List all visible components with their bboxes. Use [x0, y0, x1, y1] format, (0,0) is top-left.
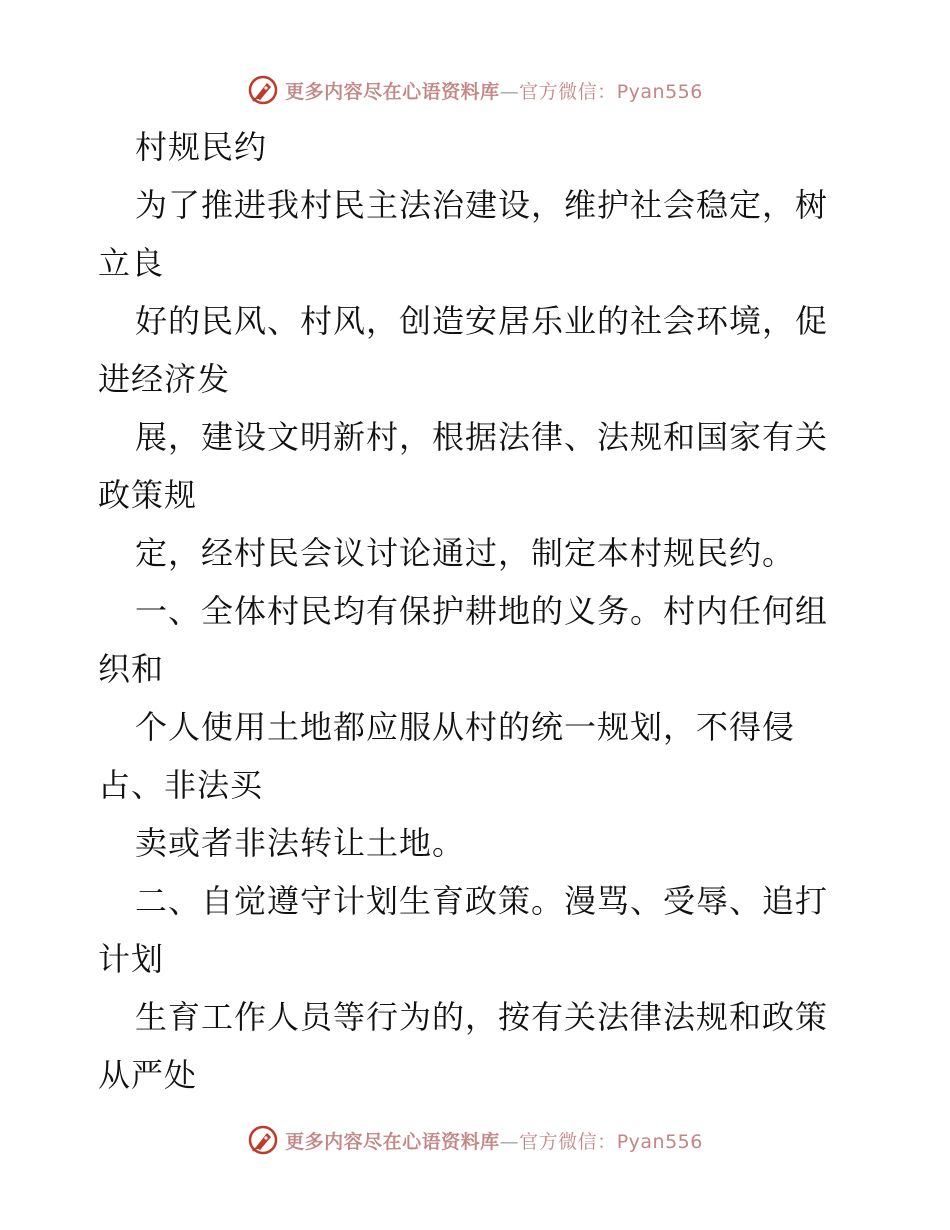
- document-line: 定，经村民会议讨论通过，制定本村规民约。: [135, 534, 796, 572]
- document-line: 生育工作人员等行为的，按有关法律法规和政策: [135, 998, 829, 1036]
- document-line: 好的民风、村风，创造安居乐业的社会环境，促: [135, 302, 829, 340]
- pen-nib-logo-icon: [247, 74, 279, 106]
- header-banner-label: 官方微信：: [519, 80, 617, 103]
- document-line: 进经济发: [98, 360, 231, 398]
- footer-banner-label: 官方微信：: [519, 1130, 617, 1153]
- header-banner-text: [285, 77, 703, 104]
- footer-banner-main: 更多内容尽在心语资料库: [285, 1130, 500, 1153]
- document-body: [98, 118, 858, 1104]
- document-line: 占、非法买: [98, 766, 264, 804]
- document-line: 二、自觉遵守计划生育政策。漫骂、受辱、追打: [135, 882, 829, 920]
- document-line: 从严处: [98, 1056, 198, 1094]
- header-banner: [0, 70, 950, 110]
- document-line: 展，建设文明新村，根据法律、法规和国家有关: [135, 418, 829, 456]
- document-line: 织和: [98, 650, 165, 688]
- header-banner-dash: —: [499, 80, 520, 103]
- footer-banner: [0, 1120, 950, 1160]
- document-line: 立良: [98, 244, 165, 282]
- document-line: 政策规: [98, 476, 198, 514]
- footer-banner-text: [285, 1127, 703, 1154]
- document-line: 个人使用土地都应服从村的统一规划，不得侵: [135, 708, 796, 746]
- header-banner-main: 更多内容尽在心语资料库: [285, 80, 500, 103]
- document-line: 卖或者非法转让土地。: [135, 824, 466, 862]
- header-banner-id: Pyan556: [616, 80, 703, 103]
- document-title: 村规民约: [135, 128, 268, 166]
- document-line: 计划: [98, 940, 165, 978]
- footer-banner-id: Pyan556: [616, 1130, 703, 1153]
- pen-nib-logo-icon: [247, 1124, 279, 1156]
- footer-banner-dash: —: [499, 1130, 520, 1153]
- document-line: 为了推进我村民主法治建设，维护社会稳定，树: [135, 186, 829, 224]
- document-line: 一、全体村民均有保护耕地的义务。村内任何组: [135, 592, 829, 630]
